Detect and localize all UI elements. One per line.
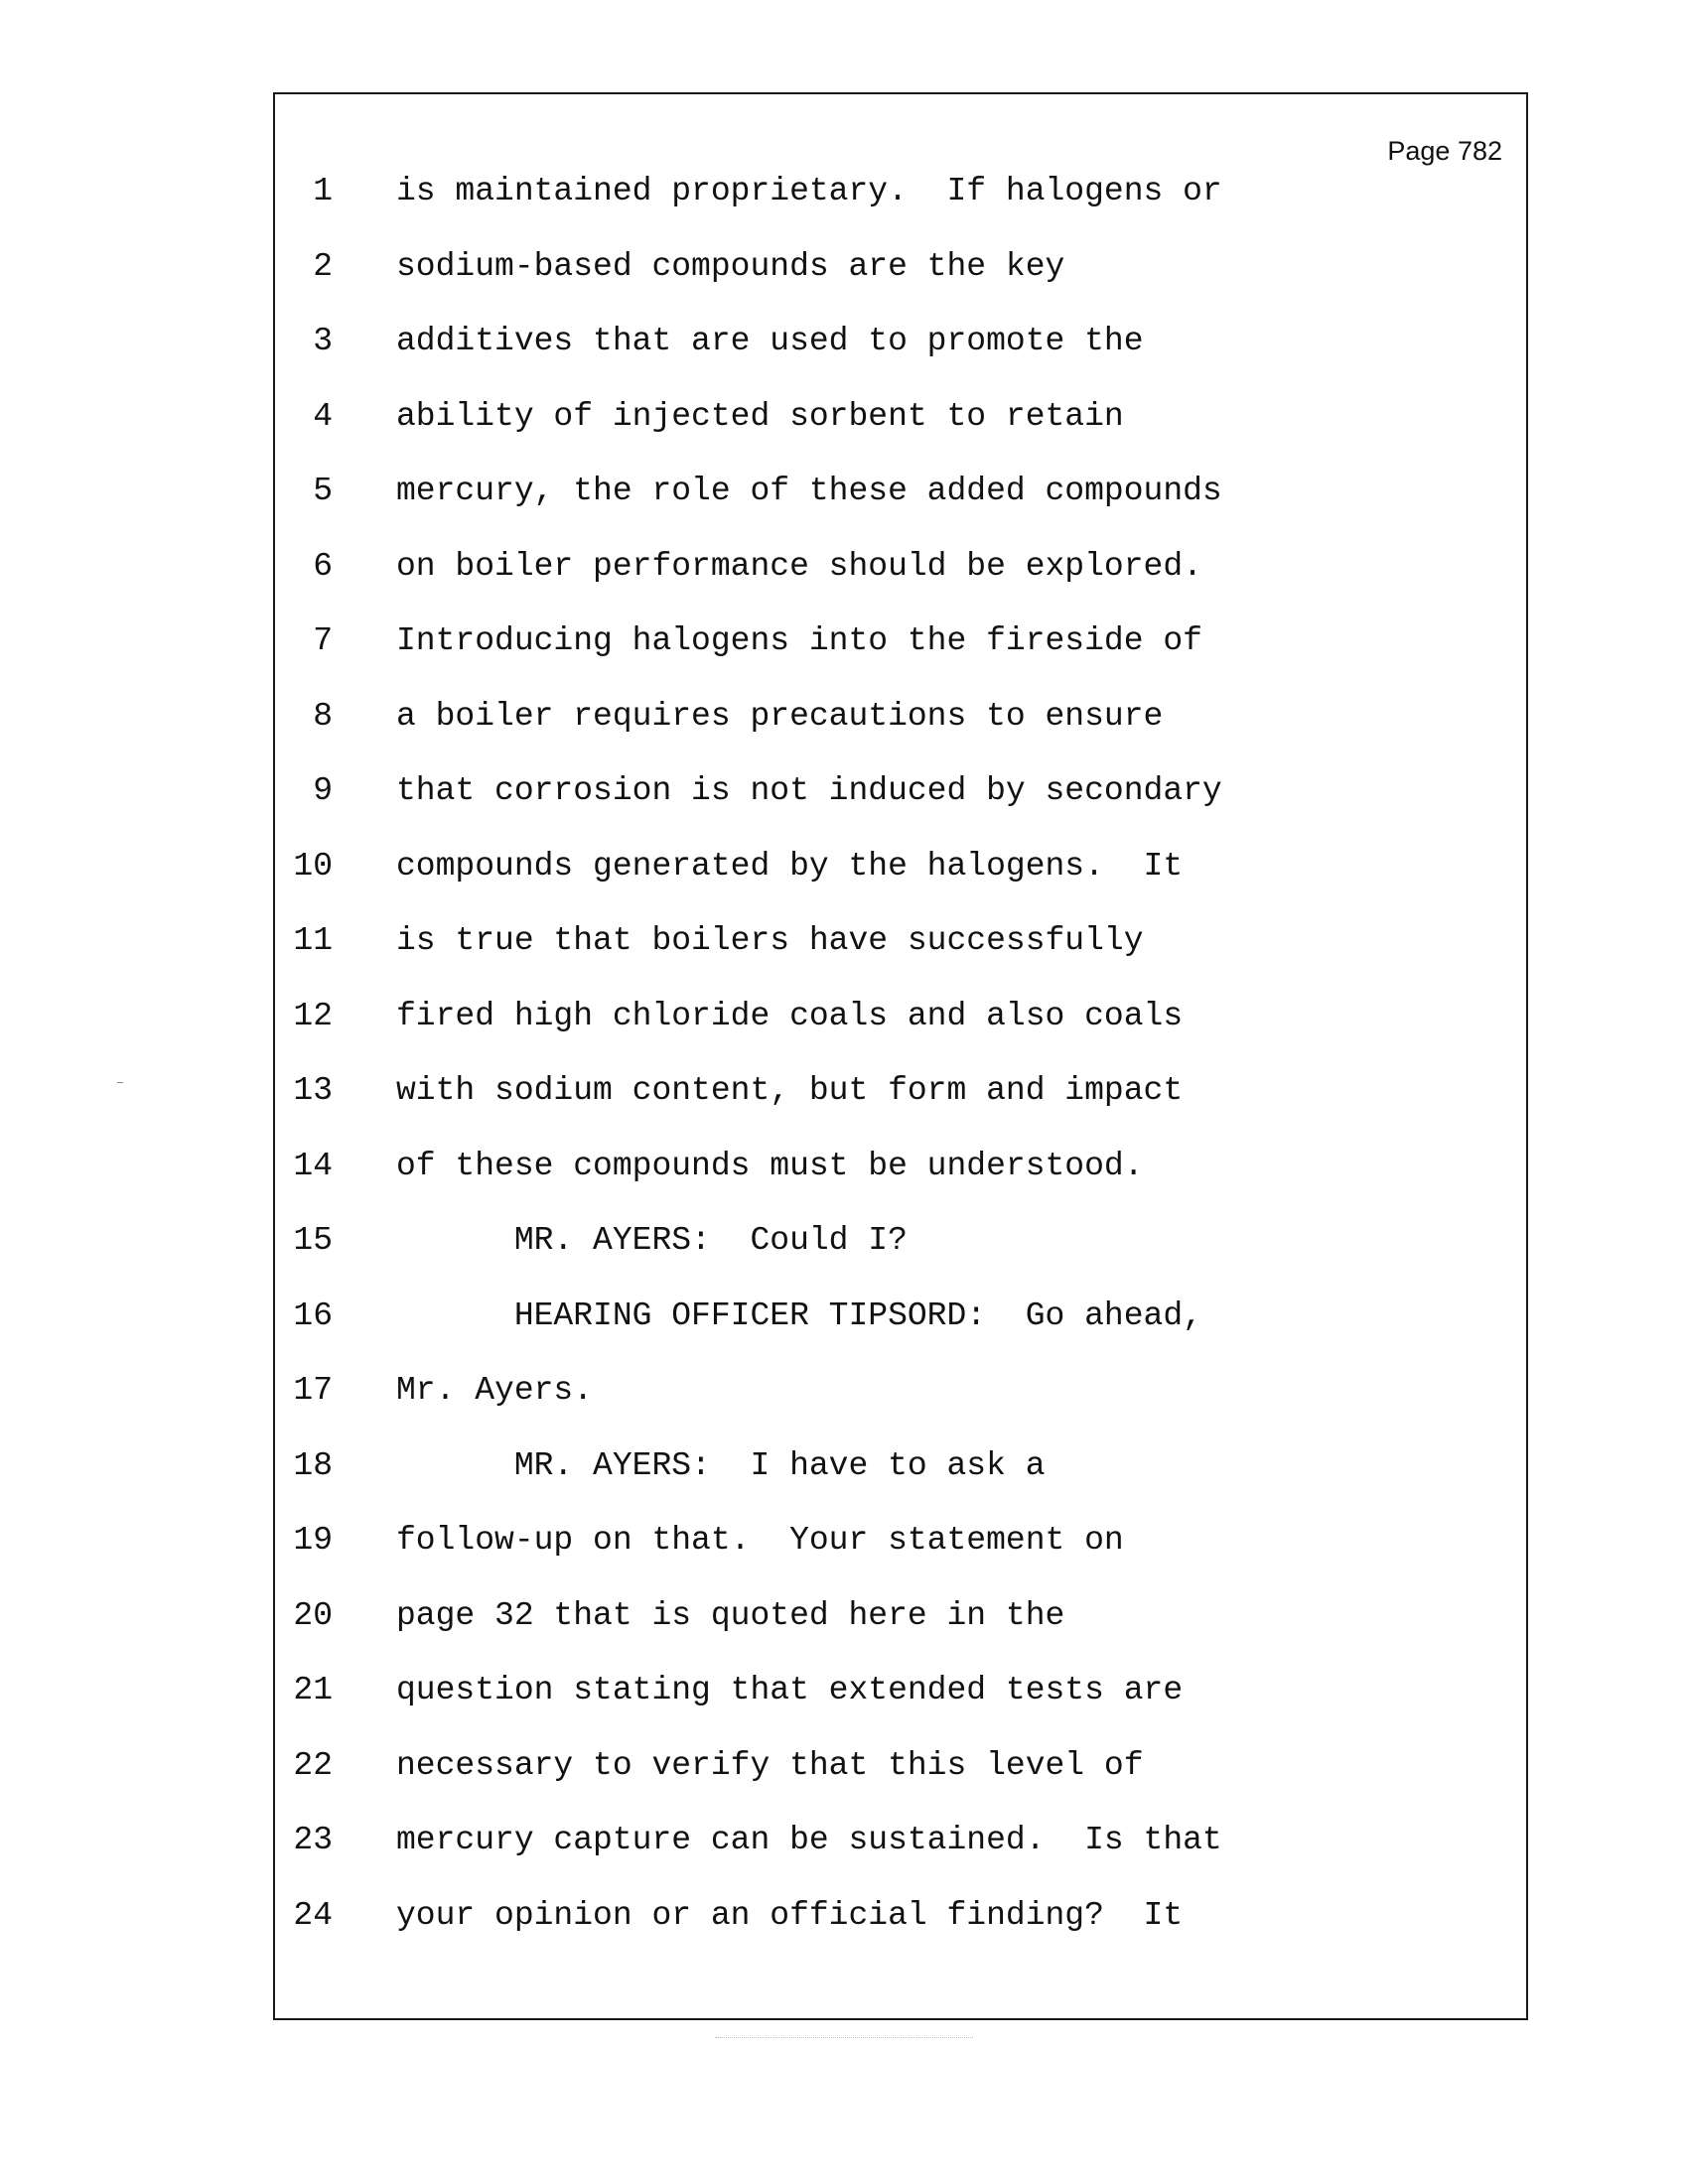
line-number: 18 bbox=[293, 1446, 333, 1484]
line-text: a boiler requires precautions to ensure bbox=[396, 697, 1164, 735]
line-text: necessary to verify that this level of bbox=[396, 1746, 1144, 1784]
line-text: is true that boilers have successfully bbox=[396, 922, 1144, 960]
transcript-line bbox=[275, 1429, 1526, 1504]
line-text: ability of injected sorbent to retain bbox=[396, 397, 1124, 435]
line-number: 11 bbox=[293, 922, 333, 960]
transcript-lines bbox=[275, 154, 1526, 1953]
transcript-line bbox=[275, 1053, 1526, 1129]
line-text: MR. AYERS: I have to ask a bbox=[396, 1446, 1046, 1484]
transcript-line bbox=[275, 979, 1526, 1054]
line-number: 20 bbox=[293, 1596, 333, 1634]
transcript-line bbox=[275, 1353, 1526, 1429]
transcript-line bbox=[275, 1653, 1526, 1728]
line-number: 19 bbox=[293, 1522, 333, 1560]
transcript-page bbox=[273, 92, 1528, 2020]
transcript-line bbox=[275, 454, 1526, 529]
transcript-line bbox=[275, 529, 1526, 605]
line-text: Introducing halogens into the fireside of bbox=[396, 622, 1202, 660]
line-text: is maintained proprietary. If halogens or bbox=[396, 173, 1222, 210]
transcript-line bbox=[275, 753, 1526, 829]
line-number: 21 bbox=[293, 1672, 333, 1709]
margin-mark bbox=[117, 1082, 123, 1083]
line-text: Mr. Ayers. bbox=[396, 1372, 594, 1410]
line-text: on boiler performance should be explored. bbox=[396, 547, 1202, 585]
line-text: mercury, the role of these added compounds bbox=[396, 473, 1222, 510]
line-number: 9 bbox=[313, 772, 333, 810]
line-number: 13 bbox=[293, 1072, 333, 1110]
line-number: 6 bbox=[313, 547, 333, 585]
line-text: MR. AYERS: Could I? bbox=[396, 1222, 908, 1260]
transcript-line bbox=[275, 1578, 1526, 1654]
line-number: 17 bbox=[293, 1372, 333, 1410]
line-text: mercury capture can be sustained. Is that bbox=[396, 1822, 1222, 1859]
transcript-line bbox=[275, 1129, 1526, 1204]
line-number: 16 bbox=[293, 1297, 333, 1334]
transcript-line bbox=[275, 1279, 1526, 1354]
transcript-line bbox=[275, 903, 1526, 979]
line-number: 1 bbox=[313, 173, 333, 210]
transcript-line bbox=[275, 1503, 1526, 1578]
line-number: 5 bbox=[313, 473, 333, 510]
line-text: HEARING OFFICER TIPSORD: Go ahead, bbox=[396, 1297, 1202, 1334]
transcript-line bbox=[275, 379, 1526, 455]
line-text: page 32 that is quoted here in the bbox=[396, 1596, 1065, 1634]
transcript-line bbox=[275, 1728, 1526, 1804]
line-number: 4 bbox=[313, 397, 333, 435]
transcript-line bbox=[275, 154, 1526, 229]
line-number: 15 bbox=[293, 1222, 333, 1260]
line-text: additives that are used to promote the bbox=[396, 323, 1144, 360]
transcript-line bbox=[275, 1203, 1526, 1279]
transcript-line bbox=[275, 304, 1526, 379]
transcript-line bbox=[275, 229, 1526, 305]
line-text: of these compounds must be understood. bbox=[396, 1147, 1144, 1184]
page-number: Page 782 bbox=[1387, 136, 1502, 166]
line-number: 22 bbox=[293, 1746, 333, 1784]
transcript-line bbox=[275, 679, 1526, 754]
line-text: compounds generated by the halogens. It bbox=[396, 847, 1184, 885]
line-text: follow-up on that. Your statement on bbox=[396, 1522, 1124, 1560]
line-number: 24 bbox=[293, 1896, 333, 1934]
line-text: question stating that extended tests are bbox=[396, 1672, 1184, 1709]
transcript-line bbox=[275, 604, 1526, 679]
line-number: 3 bbox=[313, 323, 333, 360]
transcript-line bbox=[275, 1803, 1526, 1878]
line-text: your opinion or an official finding? It bbox=[396, 1896, 1184, 1934]
line-number: 23 bbox=[293, 1822, 333, 1859]
line-text: fired high chloride coals and also coals bbox=[396, 997, 1184, 1034]
line-number: 12 bbox=[293, 997, 333, 1034]
scan-artifact-dots bbox=[715, 2037, 973, 2039]
transcript-line bbox=[275, 1878, 1526, 1954]
line-number: 10 bbox=[293, 847, 333, 885]
line-number: 7 bbox=[313, 622, 333, 660]
line-text: sodium-based compounds are the key bbox=[396, 247, 1065, 285]
line-number: 2 bbox=[313, 247, 333, 285]
line-text: that corrosion is not induced by secondary bbox=[396, 772, 1222, 810]
line-number: 8 bbox=[313, 697, 333, 735]
transcript-line bbox=[275, 829, 1526, 904]
line-number: 14 bbox=[293, 1147, 333, 1184]
line-text: with sodium content, but form and impact bbox=[396, 1072, 1184, 1110]
